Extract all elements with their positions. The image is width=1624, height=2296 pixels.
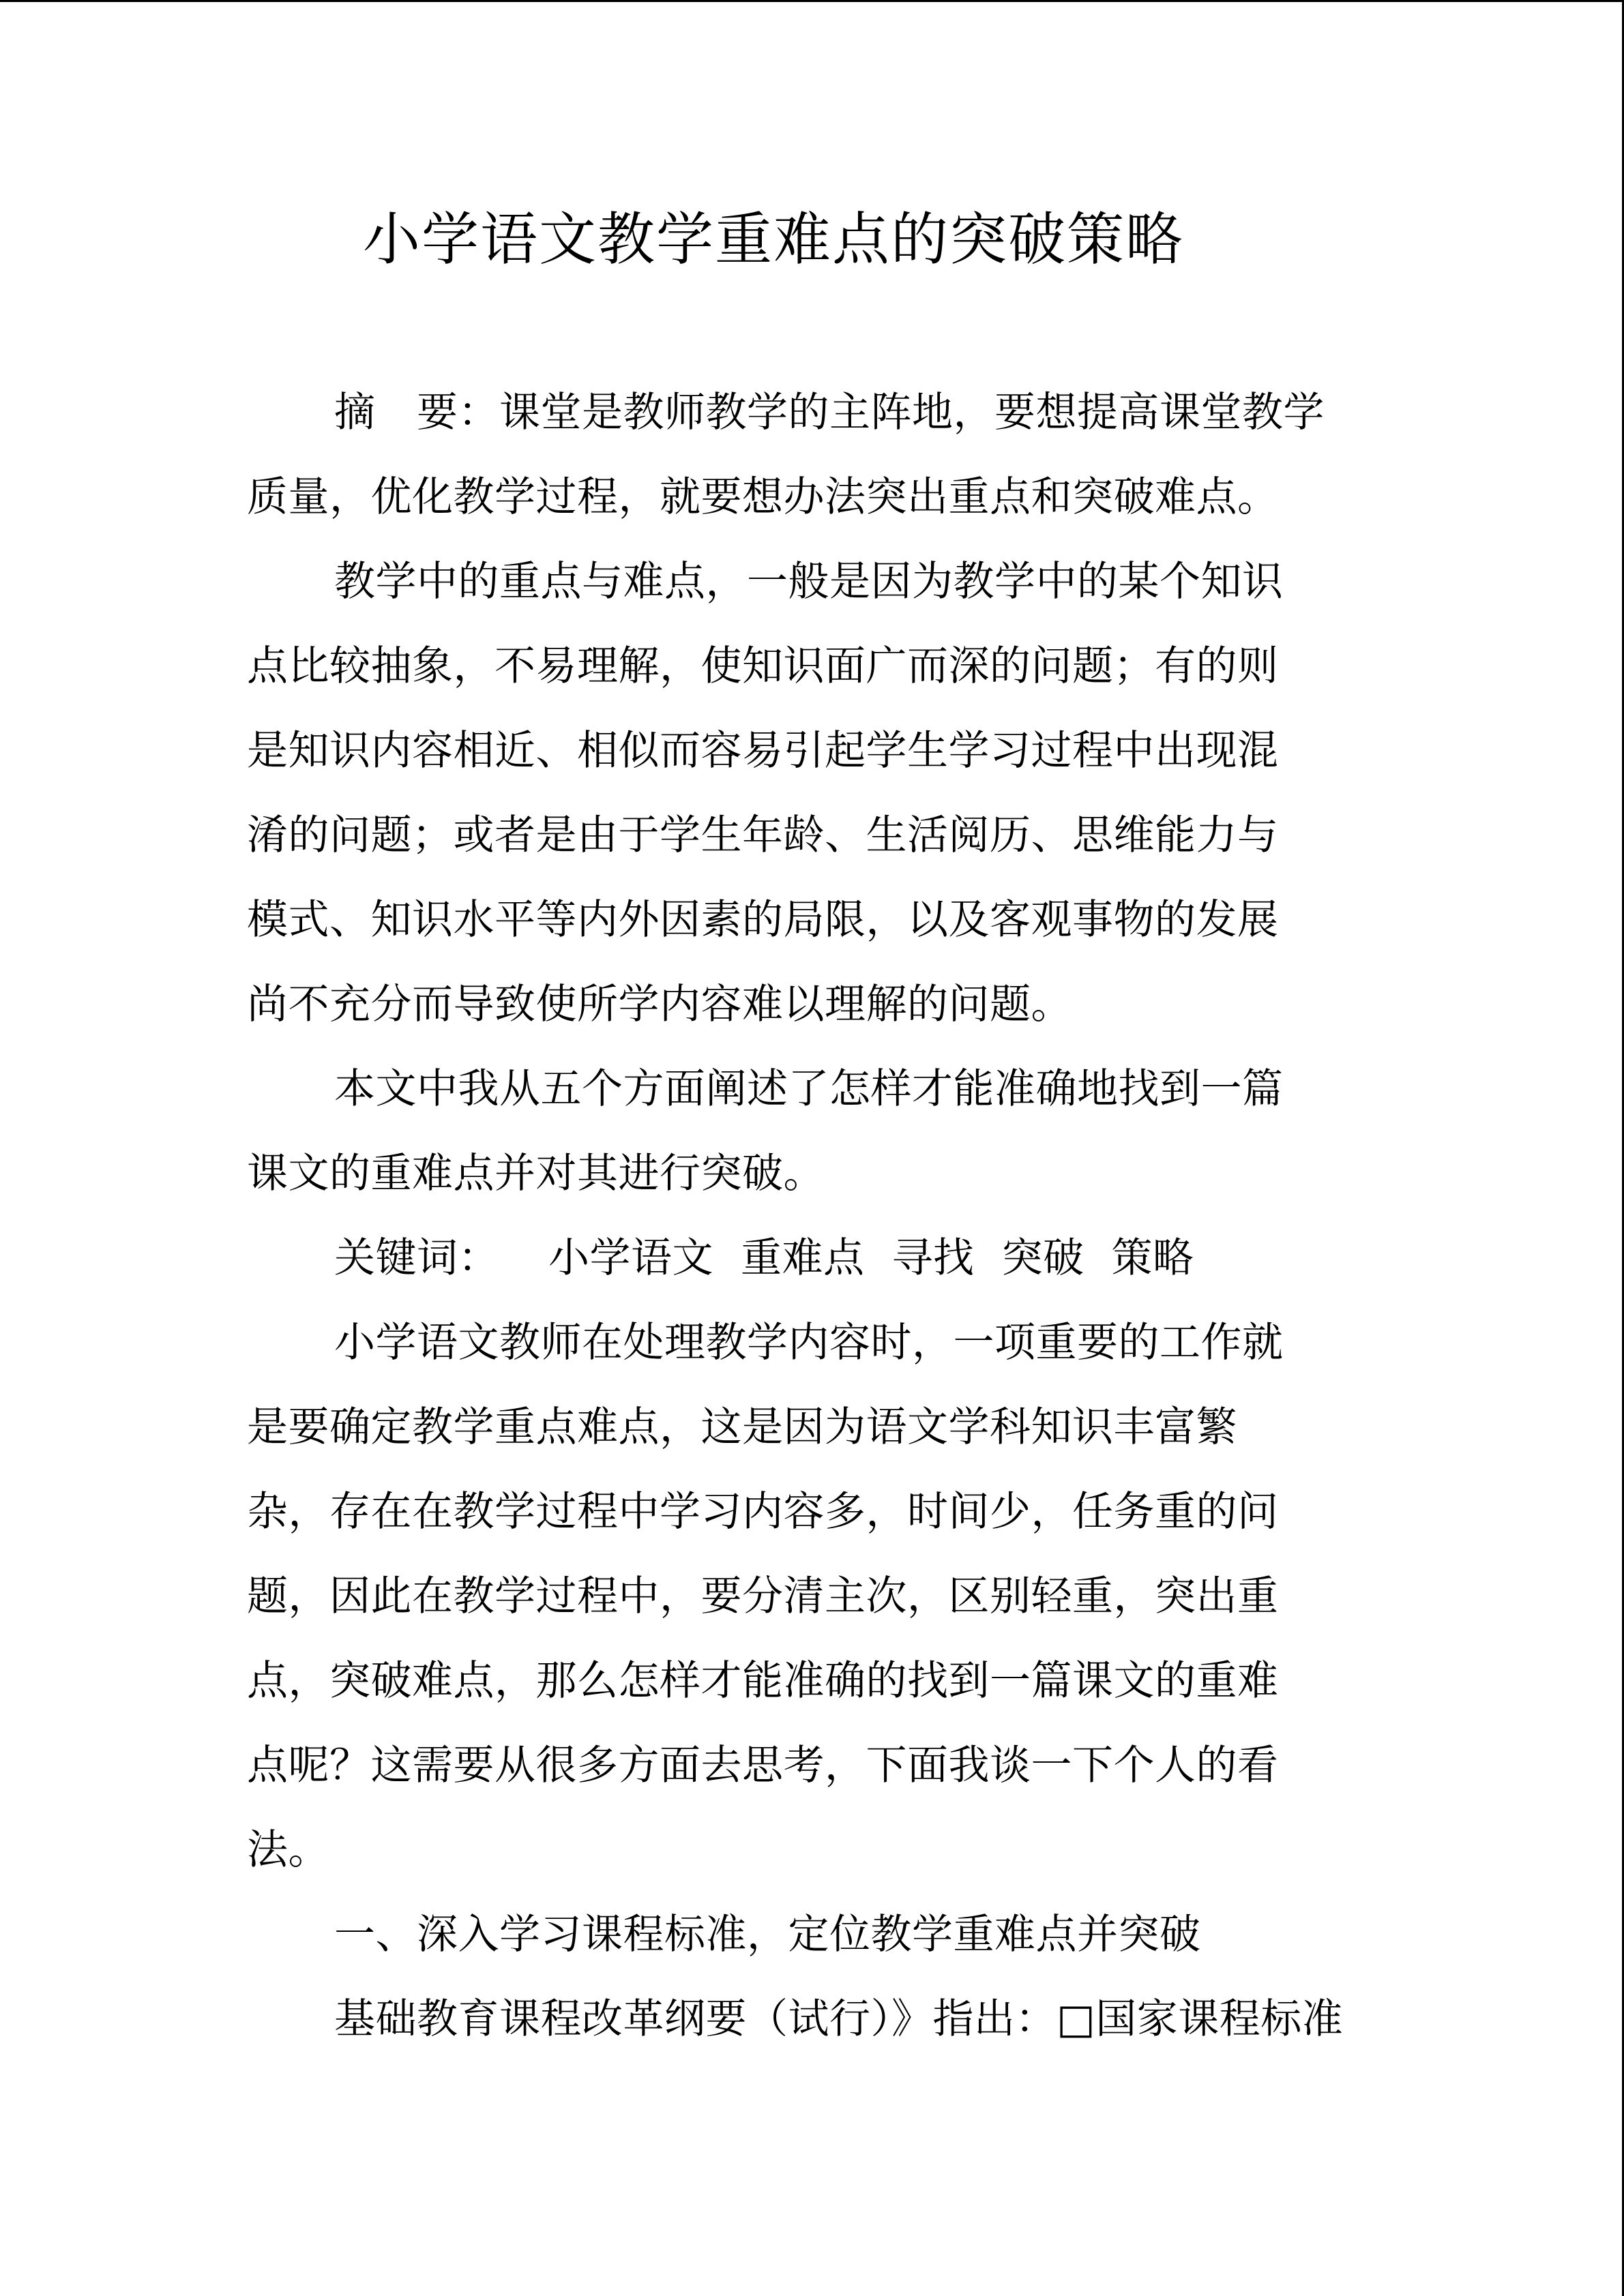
abstract-line-2: 质量，优化教学过程，就要想办法突出重点和突破难点。 — [247, 473, 1279, 521]
paragraph-line: 淆的问题；或者是由于学生年龄、生活阅历、思维能力与 — [247, 811, 1279, 859]
paragraph-line: 点呢？这需要从很多方面去思考，下面我谈一下个人的看 — [247, 1742, 1279, 1789]
paragraph-line: 小学语文教师在处理教学内容时，一项重要的工作就 — [334, 1319, 1284, 1367]
paragraph-line: 基础教育课程改革纲要（试行）》指出：□国家课程标准 — [334, 1995, 1344, 2043]
document-title: 小学语文教学重难点的突破策略 — [363, 206, 1185, 273]
section-heading: 一、深入学习课程标准，定位教学重难点并突破 — [334, 1911, 1201, 1958]
keyword: 策略 — [1111, 1234, 1194, 1282]
keywords-line — [247, 1216, 1393, 1300]
paragraph-line: 教学中的重点与难点，一般是因为教学中的某个知识 — [334, 558, 1284, 606]
keyword: 小学语文 — [548, 1234, 713, 1282]
keywords-label: 关键词： — [334, 1234, 499, 1282]
paragraph-line: 是知识内容相近、相似而容易引起学生学习过程中出现混 — [247, 727, 1279, 775]
keyword: 突破 — [1001, 1234, 1084, 1282]
paragraph-line: 课文的重难点并对其进行突破。 — [247, 1150, 825, 1197]
paragraph-line: 尚不充分而导致使所学内容难以理解的问题。 — [247, 981, 1072, 1028]
paragraph-line: 点，突破难点，那么怎样才能准确的找到一篇课文的重难 — [247, 1657, 1279, 1705]
keyword: 重难点 — [741, 1234, 865, 1282]
paragraph-line: 法。 — [247, 1826, 329, 1874]
keyword: 寻找 — [891, 1234, 975, 1282]
paragraph-line: 是要确定教学重点难点，这是因为语文学科知识丰富繁 — [247, 1403, 1237, 1451]
paragraph-line: 杂，存在在教学过程中学习内容多，时间少，任务重的问 — [247, 1488, 1279, 1536]
paragraph-line: 本文中我从五个方面阐述了怎样才能准确地找到一篇 — [334, 1065, 1284, 1113]
paragraph-line: 模式、知识水平等内外因素的局限，以及客观事物的发展 — [247, 896, 1279, 944]
abstract-line-1: 摘 要：课堂是教师教学的主阵地，要想提高课堂教学 — [334, 389, 1325, 436]
document-body — [247, 370, 1393, 2061]
paragraph-line: 点比较抽象，不易理解，使知识面广而深的问题；有的则 — [247, 642, 1279, 690]
paragraph-line: 题，因此在教学过程中，要分清主次，区别轻重，突出重 — [247, 1572, 1279, 1620]
top-border-line — [0, 0, 1624, 2]
